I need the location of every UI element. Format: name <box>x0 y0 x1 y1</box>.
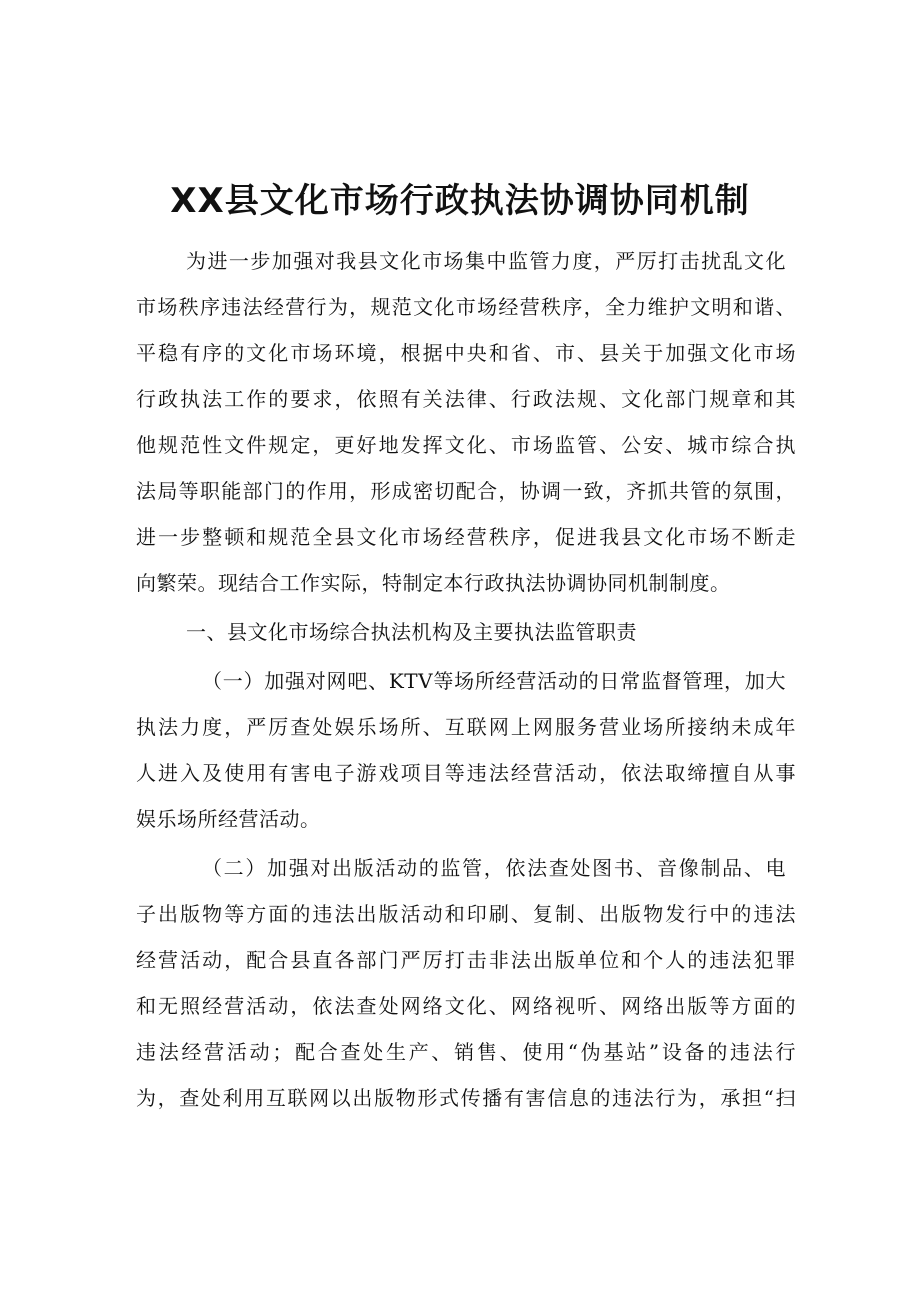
item-line: 经营活动，配合县直各部门严厉打击非法出版单位和个人的违法犯罪 <box>136 948 796 972</box>
item-line: （二）加强对出版活动的监管，依法查处图书、音像制品、电 <box>202 856 786 880</box>
item-line: 娱乐场所经营活动。 <box>136 807 321 831</box>
section-heading: 一、县文化市场综合执法机构及主要执法监管职责 <box>186 620 637 644</box>
intro-line: 平稳有序的文化市场环境，根据中央和省、市、县关于加强文化市场 <box>136 341 796 365</box>
document-title: XX县文化市场行政执法协调协同机制 <box>170 181 750 221</box>
intro-line: 行政执法工作的要求，依照有关法律、行政法规、文化部门规章和其 <box>136 387 796 411</box>
item-line: （一）加强对网吧、KTV等场所经营活动的日常监督管理，加大 <box>202 669 786 693</box>
item-line: 和无照经营活动，依法查处网络文化、网络视听、网络出版等方面的 <box>136 994 796 1018</box>
intro-line: 市场秩序违法经营行为，规范文化市场经营秩序，全力维护文明和谐、 <box>136 295 796 319</box>
item-line: 为，查处利用互联网以出版物形式传播有害信息的违法行为，承担“扫 <box>136 1086 796 1110</box>
item-line: 子出版物等方面的违法出版活动和印刷、复制、出版物发行中的违法 <box>136 902 796 926</box>
intro-line: 进一步整顿和规范全县文化市场经营秩序，促进我县文化市场不断走 <box>136 525 796 549</box>
intro-line: 向繁荣。现结合工作实际，特制定本行政执法协调协同机制制度。 <box>136 571 731 595</box>
intro-line: 为进一步加强对我县文化市场集中监管力度，严厉打击扰乱文化 <box>186 249 786 273</box>
item-line: 人进入及使用有害电子游戏项目等违法经营活动，依法取缔擅自从事 <box>136 761 796 785</box>
intro-line: 法局等职能部门的作用，形成密切配合，协调一致，齐抓共管的氛围， <box>136 479 796 503</box>
item-line: 执法力度，严厉查处娱乐场所、互联网上网服务营业场所接纳未成年 <box>136 715 796 739</box>
item-line: 违法经营活动；配合查处生产、销售、使用“伪基站”设备的违法行 <box>136 1040 796 1064</box>
intro-line: 他规范性文件规定，更好地发挥文化、市场监管、公安、城市综合执 <box>136 433 796 457</box>
